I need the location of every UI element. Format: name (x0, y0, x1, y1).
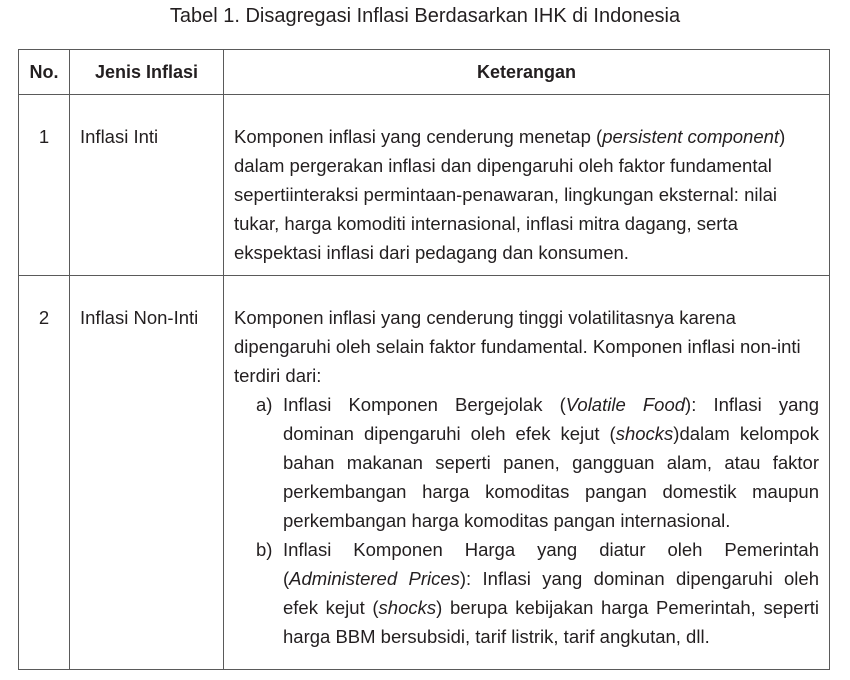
item-italic-term: Volatile Food (565, 394, 686, 415)
inflation-type: Inflasi Non-Inti (70, 276, 224, 670)
table-header-row (19, 50, 830, 95)
component-list (234, 390, 819, 651)
item-italic-term: shocks (378, 597, 437, 618)
item-text: Inflasi Komponen Bergejolak ( (283, 394, 566, 415)
item-text: Inflasi Komponen Harga yang diatur oleh Pemerintah ( (283, 539, 819, 589)
table-row (19, 276, 830, 670)
description-text: Komponen inflasi yang cenderung menetap ( (234, 126, 603, 147)
item-italic-term: shocks (615, 423, 674, 444)
inflation-description (224, 95, 830, 276)
list-item-text (283, 390, 819, 535)
description-intro: Komponen inflasi yang cenderung tinggi volatilitasnya karena dipengaruhi oleh selain faktor fundamental. Komponen inflasi non-inti terdiri dari: (234, 307, 801, 386)
row-number: 1 (19, 95, 70, 276)
item-text: )dalam kelompok bahan makanan seperti panen, gangguan alam, atau faktor perkembangan harga komoditas pangan domestik maupun perkembangan harga komoditas pangan internasional. (283, 423, 819, 531)
item-text: ): Inflasi yang dominan dipengaruhi oleh efek kejut ( (283, 394, 820, 444)
list-item (234, 390, 819, 535)
table-row (19, 95, 830, 276)
list-item (234, 535, 819, 651)
list-marker: b) (256, 539, 273, 560)
item-italic-term: Administered Prices (289, 568, 460, 589)
header-no: No. (19, 50, 70, 95)
description-text: ) dalam pergerakan inflasi dan dipengaruhi oleh faktor fundamental sepertiinteraksi permintaan-penawaran, lingkungan eksternal: nilai tukar, harga komoditi internasional, inflasi mitra dagang, serta ekspektasi inflasi dari pedagang dan konsumen. (234, 126, 786, 263)
list-item-text (283, 535, 819, 651)
list-marker: a) (256, 394, 273, 415)
item-text: ) berupa kebijakan harga Pemerintah, seperti harga BBM bersubsidi, tarif listrik, tarif angkutan, dll. (283, 597, 819, 647)
header-jenis-inflasi: Jenis Inflasi (70, 50, 224, 95)
table-caption: Tabel 1. Disagregasi Inflasi Berdasarkan IHK di Indonesia (169, 5, 681, 27)
inflation-description (224, 276, 830, 670)
header-keterangan: Keterangan (224, 50, 830, 95)
inflation-type: Inflasi Inti (70, 95, 224, 276)
inflation-disaggregation-table (18, 49, 830, 670)
item-text: ): Inflasi yang dominan dipengaruhi oleh efek kejut ( (283, 568, 819, 618)
row-number: 2 (19, 276, 70, 670)
description-italic-term: persistent component (602, 126, 780, 147)
